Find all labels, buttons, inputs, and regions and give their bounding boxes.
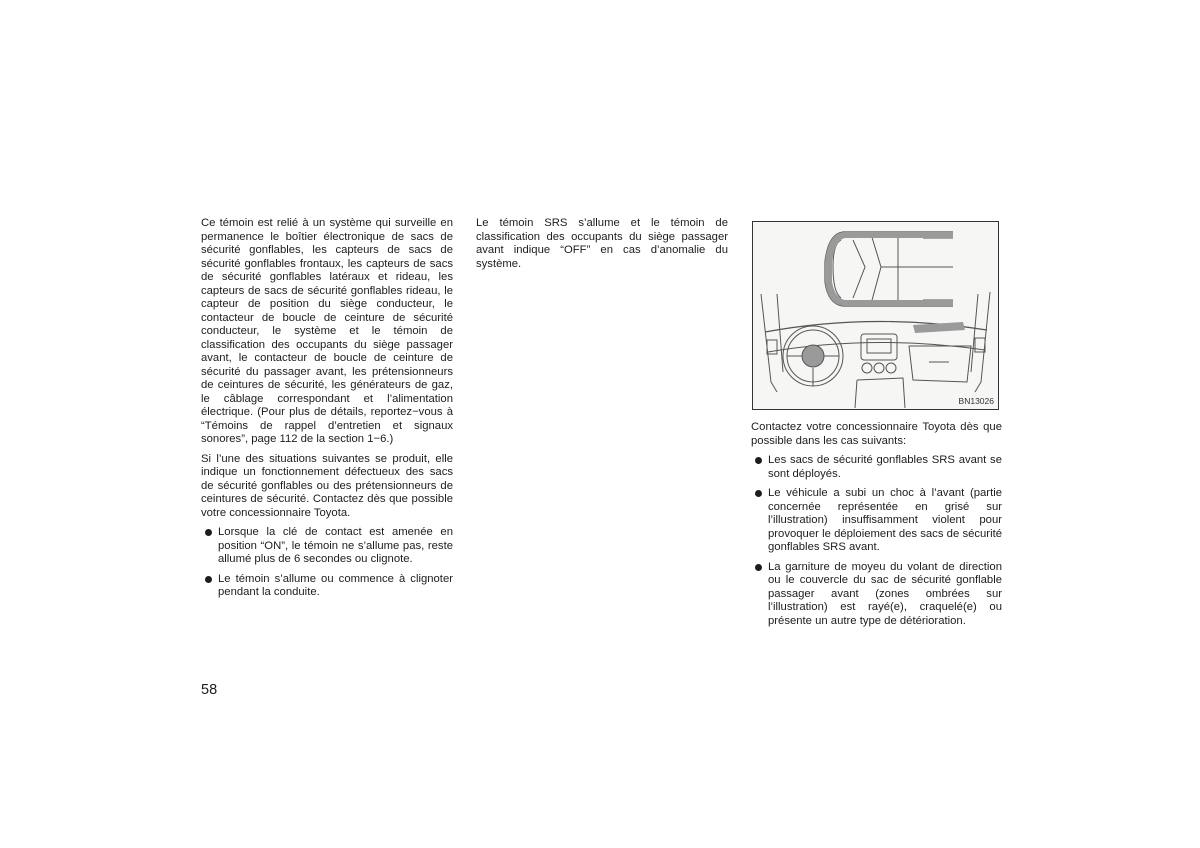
text-column-left (201, 217, 453, 606)
car-diagram-icon (753, 222, 998, 409)
list-item-text: Lorsque la clé de contact est amenée en position “ON”, le témoin ne s’allume pas, reste allumé plus de 6 secondes ou clignote. (218, 526, 453, 565)
paragraph-srs-indicator: Le témoin SRS s’allume et le témoin de classification des occupants du siège passager avant indique “OFF” en cas d’anomalie du système. (476, 217, 728, 270)
shaded-front-impact-area (825, 232, 953, 306)
shaded-steering-hub (802, 345, 824, 367)
text-column-right (751, 421, 1002, 634)
list-item (751, 487, 1002, 555)
list-item-text: Le témoin s’allume ou commence à clignoter pendant la conduite. (218, 572, 453, 598)
list-item (201, 573, 453, 600)
list-item-text: Le véhicule a subi un choc à l’avant (partie concernée représentée en grisé sur l’illustration) insuffisamment violent pour provoquer le déploiement des sacs de sécurité gonflables SRS avant. (768, 487, 1002, 553)
list-item-text: La garniture de moyeu du volant de direction ou le couvercle du sac de sécurité gonflable passager avant (zones ombrées sur l’illustration) est rayé(e), craquelé(e) ou présente un autre type de détérioration. (768, 560, 1002, 627)
bullet-dot-icon (755, 490, 762, 497)
paragraph-contact-dealer: Contactez votre concessionnaire Toyota dès que possible dans les cas suivants: (751, 421, 1002, 447)
vehicle-illustration (752, 221, 999, 410)
shaded-passenger-airbag-cover (913, 322, 965, 333)
text-column-middle (476, 217, 728, 277)
list-item (751, 454, 1002, 481)
bullet-dot-icon (205, 529, 212, 536)
list-item-text: Les sacs de sécurité gonflables SRS avant se sont déployés. (768, 454, 1002, 480)
paragraph-system-description: Ce témoin est relié à un système qui surveille en permanence le boîtier électronique de sacs de sécurité gonflables, les capteurs de sacs de sécurité gonflables frontaux, les capteurs de sacs de sécurité gonflables latéraux et rideau, les capteurs de sacs de sécurité gonflables rideau, le capteur de position du siège conducteur, le contacteur de boucle de ceinture de sécurité conducteur, le système et le témoin de classification des occupants du siège passager avant, le contacteur de boucle de ceinture de sécurité du passager avant, les prétensionneurs de ceintures de sécurité, les générateurs de gaz, le câblage correspondant et l’alimentation électrique. (Pour plus de détails, reportez−vous à “Témoins de rappel d’entretien et signaux sonores”, page 112 de la section 1−6.) (201, 217, 453, 445)
list-item (751, 561, 1002, 629)
bullet-dot-icon (755, 457, 762, 464)
paragraph-malfunction-intro: Si l’une des situations suivantes se produit, elle indique un fonctionnement défectueux des sacs de sécurité gonflables ou des prétensionneurs de ceintures de sécurité. Contactez dès que possible votre concessionnaire Toyota. (201, 452, 453, 519)
list-item (201, 526, 453, 567)
figure-code: BN13026 (958, 396, 994, 406)
bullet-dot-icon (755, 564, 762, 571)
page-number: 58 (201, 682, 218, 698)
bullet-dot-icon (205, 576, 212, 583)
